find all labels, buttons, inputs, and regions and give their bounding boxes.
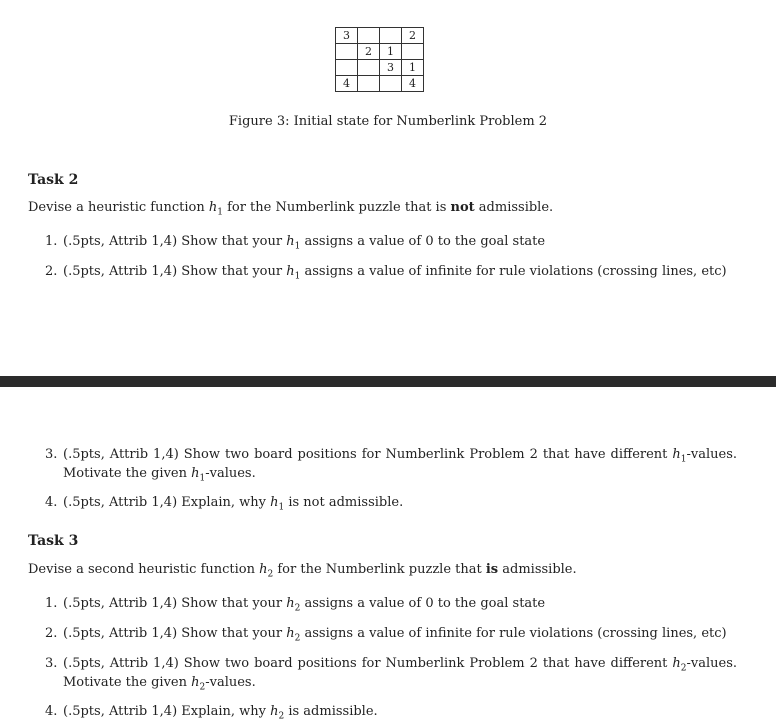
grid-row: [336, 28, 424, 44]
item-var: h: [270, 495, 279, 510]
task2-item-3-line2: [63, 466, 256, 484]
grid-cell: 3: [380, 60, 402, 76]
item-line2-sub: 1: [199, 473, 206, 484]
item-sub: 1: [294, 271, 301, 282]
item-text-post: assigns a value of infinite for rule violations (crossing lines, etc): [300, 264, 727, 279]
grid-cell: 1: [402, 60, 424, 76]
item-sub: 1: [294, 241, 301, 252]
task3-heading: Task 3: [28, 533, 79, 549]
item-line2-pre: Motivate the given: [63, 466, 192, 481]
task3-intro-bold: is: [485, 562, 499, 577]
task2-intro-mid: for the Numberlink puzzle that is: [222, 200, 451, 215]
item-number: 1.: [45, 234, 58, 249]
item-number: 4.: [45, 704, 58, 719]
task3-item-3: [45, 656, 737, 674]
item-line2-pre: Motivate the given: [63, 675, 192, 690]
item-line2-post: -values.: [205, 466, 256, 481]
grid-cell: [358, 60, 380, 76]
item-text-pre: (.5pts, Attrib 1,4) Explain, why: [63, 495, 271, 510]
item-var: h: [672, 447, 681, 462]
item-sub: 2: [294, 603, 301, 614]
task3-intro-mid: for the Numberlink puzzle that: [273, 562, 486, 577]
task3-item-4: [45, 704, 378, 722]
task2-item-3: [45, 447, 737, 465]
task3-intro-sub: 2: [267, 569, 274, 580]
grid-cell: [380, 28, 402, 44]
grid-cell: 2: [358, 44, 380, 60]
item-number: 1.: [45, 596, 58, 611]
grid-cell: [402, 44, 424, 60]
grid-cell: 3: [336, 28, 358, 44]
item-sub: 2: [680, 663, 687, 674]
item-number: 3.: [45, 656, 58, 671]
item-var: h: [286, 264, 295, 279]
task2-item-1: [45, 234, 546, 252]
item-line2-var: h: [191, 675, 200, 690]
task3-intro: [28, 562, 577, 580]
task2-intro-bold: not: [450, 200, 475, 215]
item-number: 2.: [45, 626, 58, 641]
item-text-pre: (.5pts, Attrib 1,4) Explain, why: [63, 704, 271, 719]
item-number: 4.: [45, 495, 58, 510]
item-line2-var: h: [191, 466, 200, 481]
task3-item-3-line2: [63, 675, 256, 693]
item-text-post: assigns a value of infinite for rule violations (crossing lines, etc): [300, 626, 727, 641]
item-line2-post: -values.: [205, 675, 256, 690]
item-text-post: is admissible.: [284, 704, 378, 719]
grid-row: [336, 44, 424, 60]
page-bottom: [0, 387, 776, 723]
grid-cell: 1: [380, 44, 402, 60]
task2-item-2: [45, 264, 727, 282]
task2-intro-before: Devise a heuristic function: [28, 200, 209, 215]
task2-heading: Task 2: [28, 172, 79, 188]
grid-cell: 2: [402, 28, 424, 44]
task3-intro-var: h: [259, 562, 268, 577]
task2-intro: [28, 200, 553, 218]
figure-caption: Figure 3: Initial state for Numberlink Problem 2: [228, 114, 548, 129]
item-sub: 1: [278, 502, 285, 513]
grid-cell: 4: [402, 76, 424, 92]
task2-intro-var: h: [208, 200, 218, 215]
item-text-pre: (.5pts, Attrib 1,4) Show two board positions for Numberlink Problem 2 that have different: [63, 447, 673, 462]
item-text-post: -values.: [686, 447, 737, 462]
item-text-pre: (.5pts, Attrib 1,4) Show that your: [63, 626, 287, 641]
item-text-post: assigns a value of 0 to the goal state: [300, 596, 546, 611]
item-text-post: -values.: [686, 656, 737, 671]
task2-intro-after: admissible.: [474, 200, 554, 215]
item-var: h: [270, 704, 279, 719]
item-text-pre: (.5pts, Attrib 1,4) Show that your: [63, 264, 287, 279]
grid-cell: [358, 28, 380, 44]
numberlink-grid: [335, 27, 424, 92]
item-number: 2.: [45, 264, 58, 279]
item-line2-sub: 2: [199, 682, 206, 693]
grid-cell: [336, 60, 358, 76]
grid-row: [336, 76, 424, 92]
item-text-post: is not admissible.: [284, 495, 404, 510]
grid-cell: [358, 76, 380, 92]
task2-intro-sub: 1: [217, 207, 223, 218]
item-var: h: [286, 596, 295, 611]
task3-intro-after: admissible.: [498, 562, 577, 577]
task2-item-4: [45, 495, 404, 513]
grid-cell: [336, 44, 358, 60]
grid-cell: [380, 76, 402, 92]
item-sub: 2: [278, 711, 285, 722]
item-text-pre: (.5pts, Attrib 1,4) Show that your: [63, 234, 287, 249]
item-text-pre: (.5pts, Attrib 1,4) Show two board positions for Numberlink Problem 2 that have different: [63, 656, 673, 671]
grid-row: [336, 60, 424, 76]
item-number: 3.: [45, 447, 58, 462]
grid-cell: 4: [336, 76, 358, 92]
item-var: h: [672, 656, 681, 671]
task3-item-1: [45, 596, 546, 614]
item-text-pre: (.5pts, Attrib 1,4) Show that your: [63, 596, 287, 611]
page-separator: [0, 376, 776, 387]
item-text-post: assigns a value of 0 to the goal state: [300, 234, 546, 249]
item-var: h: [286, 234, 295, 249]
task3-intro-before: Devise a second heuristic function: [28, 562, 260, 577]
item-sub: 1: [680, 454, 687, 465]
item-var: h: [286, 626, 295, 641]
item-sub: 2: [294, 633, 301, 644]
task3-item-2: [45, 626, 727, 644]
